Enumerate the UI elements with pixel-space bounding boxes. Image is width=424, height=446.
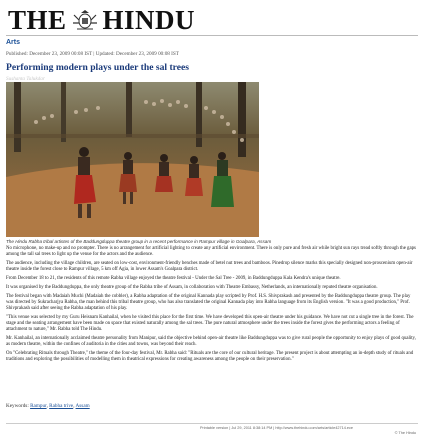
masthead <box>8 6 416 34</box>
performance-scene-illustration <box>6 82 259 237</box>
keywords-label: Keywords: <box>6 403 29 409</box>
article-body <box>6 246 416 366</box>
hindu-crest-icon <box>72 9 98 31</box>
keywords-row: Keywords: Rampur, Rabha trive, Assam <box>6 403 90 409</box>
logo-word-the: THE <box>8 5 67 35</box>
photo-caption: The Hindu Rabha tribal artistes of the Baddungduppa theatre group in a recent performance in Rampur village in Goalpara, Assam <box>6 239 272 244</box>
paragraph: It was organised by the Baddungduppa, the only theatre group of the Rabha tribe of Assam, in collaboration with Theatre Embassy, Netherlands, an internationally reputed theatre organisation. <box>6 285 378 291</box>
published-date: Published: December 23, 2009 00:08 IST | Updated: December 23, 2009 00:08 IST <box>6 51 179 57</box>
copyright: © The Hindu <box>394 431 416 435</box>
paragraph: From December 18 to 21, the residents of this remote Rabha village enjoyed the theatre festival - Under the Sal Tree - 2009, in Baddungduppa Kala Kendra's unique theatre. <box>6 276 341 281</box>
footer-divider <box>6 423 418 424</box>
paragraph: The audience, including the village children, are seated on low-cost, environment-friendly benches made of betel nut trees and bamboos. Pinedrop silence marks this specially designed non-proscenium open-air theatre inside the forest close to Rampur village, 5 km off Agia, in lower Assam's Goalpara district. <box>6 261 413 272</box>
paragraph: "This venue was selected by my Guru Heisnam Kanhailal, when he visited this place for the first time. We have developed this open-air theatre under his guidance. We have not cut a single tree in the forest. The stage and the seating arrangement have been made on space that existed naturally among the sal trees. The pure natural atmosphere under the trees inside the forest gives the performing actors a feeling of attachment to nature," Mr. Rabha told The Hindu. <box>6 315 414 332</box>
byline: Sushanta Talukdar <box>6 76 45 82</box>
paragraph: On "Celebrating Rituals through Theatre," the theme of the four-day festival, Mr. Rabha said: "Rituals are the core of our cultural heritage. The present project is about attempting an in-depth study of rituals and traditions and exploring the possibilities of modelling them in theatrical expressions for creating awareness among the people on their preservation." <box>6 351 414 362</box>
keyword-link-assam[interactable]: Assam <box>75 403 90 409</box>
printable-version-text: Printable version | Jul 29, 2011 8:38:14 PM | http://www.thehindu.com/arts/article42714.ece <box>200 426 354 430</box>
logo-word-hindu: HINDU <box>102 5 196 35</box>
keyword-link-rabha-trive[interactable]: Rabha trive <box>49 403 74 409</box>
keyword-link-rampur[interactable]: Rampur <box>30 403 47 409</box>
article-photo <box>6 82 259 237</box>
footer-copyright-block <box>395 426 416 436</box>
masthead-divider <box>6 35 418 36</box>
section-label[interactable]: Arts <box>6 39 21 46</box>
paragraph: Mr. Kanhailal, an internationally acclaimed theatre personality from Manipur, said the objective behind open-air theatre like Baddungduppa was to give rural people the opportunity to enjoy plays of good quality, as modern theatre, within the confines of auditoria in the cities and towns, was beyond their reach. <box>6 336 416 347</box>
article-headline: Performing modern plays under the sal trees <box>6 62 189 73</box>
paragraph: No microphone, no make-up and no prompter. There is no arrangement for artificial lighting to create any artificial environment. There is only pure and fresh air while bright sun rays tread softly through the gaps among the tall sal trees to light up the venue for the actors and the audience. <box>6 246 416 257</box>
paragraph: The festival began with Madaiah Muchi (Madaiah the cobbler), a Rabha adaptation of the original Kannada play scripted by Prof. H.S. Shivprakash and presented by the Baddungduppa theatre group. The play was directed by Sukracharjya Rabha, the man behind this tribal theatre group, who has also translated the original Kannada play into Rabha language from its English version. "It was a good production," Prof. Shivprakash said after seeing the Rabha adaptation of his play. <box>6 294 411 311</box>
